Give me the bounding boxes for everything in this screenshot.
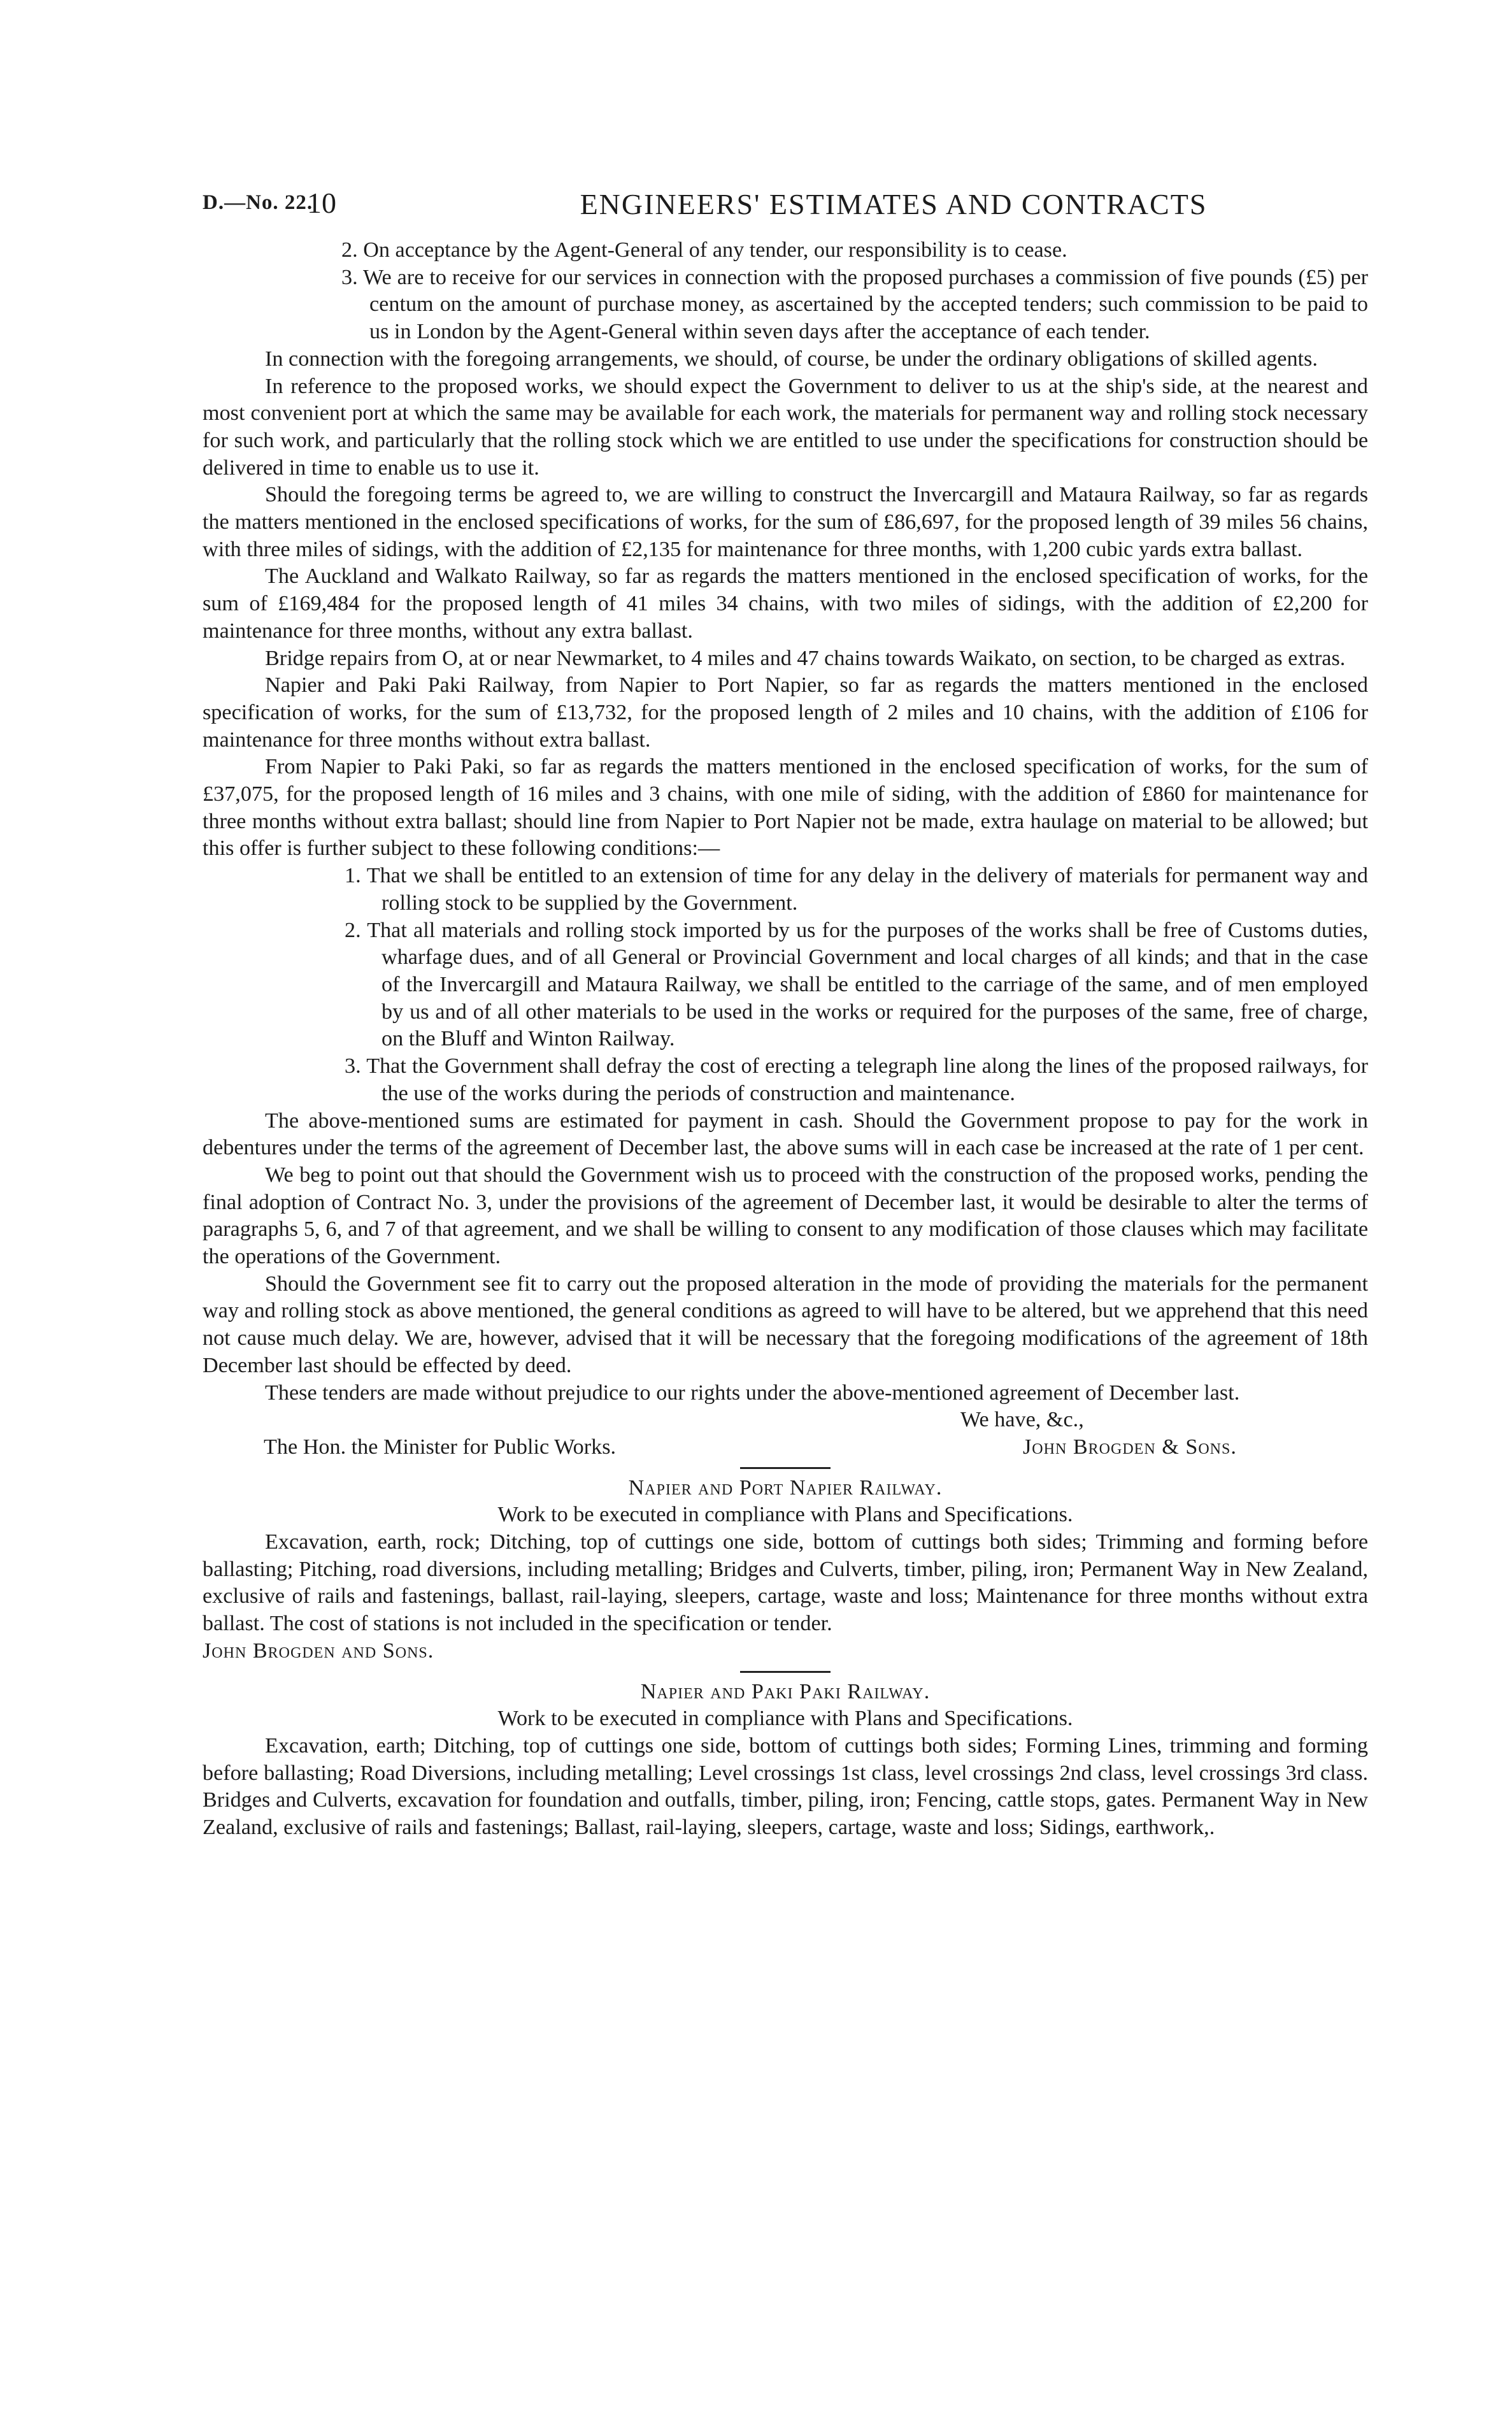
list-item: 3. We are to receive for our services in connection with the proposed purchases a commission of five pounds (£5) per centum on the amount of purchase money, as ascertained by the accepted tenders; such commission to be paid to us in London by the Agent-General within seven days after the acceptance of each tender. — [341, 265, 1368, 344]
paragraph: We beg to point out that should the Government wish us to proceed with the construction of the proposed works, pending the final adoption of Contract No. 3, under the provisions of the agreement of December last, it would be desirable to alter the terms of paragraphs 5, 6, and 7 of that agreement, and we shall be willing to consent to any modification of those clauses which may facilitate the operations of the Government. — [203, 1163, 1368, 1269]
section-body: Excavation, earth, rock; Ditching, top of cuttings one side, bottom of cuttings both sides; Trimming and forming before ballasting; Pitching, road diversions, including metalling; Bridges and Culverts, timber, piling, iron; Permanent Way in New Zealand, exclusive of rails and fastenings, ballast, rail-laying, sleepers, cartage, waste and loss; Maintenance for three months without extra ballast. The cost of stations is not included in the specification or tender. — [203, 1530, 1368, 1636]
section-subtitle: Work to be executed in compliance with Plans and Specifications. — [497, 1503, 1073, 1527]
section-divider — [740, 1671, 831, 1673]
paragraph: Bridge repairs from O, at or near Newmarket, to 4 miles and 47 chains towards Waikato, on section, to be charged as extras. — [265, 646, 1346, 670]
condition-item: 2. That all materials and rolling stock imported by us for the purposes of the works shall be free of Customs duties, wharfage dues, and of all General or Provincial Government and local charges of all kinds; and that in the case of the Invercargill and Mataura Railway, we shall be entitled to the carriage of the same, and of men employed by us and of all other materials to be used in the works or required for the purposes of the same, free of charge, on the Bluff and Winton Railway. — [345, 918, 1368, 1051]
document-body — [203, 237, 1368, 1842]
paragraph: From Napier to Paki Paki, so far as regards the matters mentioned in the enclosed specification of works, for the sum of £37,075, for the proposed length of 16 miles and 3 chains, with one mile of siding, with the addition of £860 for maintenance for three months without extra ballast; should line from Napier to Port Napier not be made, extra haulage on material to be allowed; but this offer is further subject to these following conditions:— — [203, 755, 1368, 861]
page-title: ENGINEERS' ESTIMATES AND CONTRACTS — [580, 188, 1208, 220]
condition-item: 3. That the Government shall defray the cost of erecting a telegraph line along the lines of the proposed railways, for the use of the works during the periods of construction and maintenance. — [345, 1054, 1368, 1105]
page-header — [203, 186, 1368, 231]
section-signature: John Brogden and Sons. — [203, 1638, 434, 1663]
section-title: Napier and Paki Paki Railway. — [640, 1679, 931, 1703]
section-subtitle: Work to be executed in compliance with Plans and Specifications. — [497, 1707, 1073, 1731]
section-divider — [740, 1467, 831, 1469]
signature: John Brogden & Sons. — [1023, 1435, 1237, 1459]
page-number: 10 — [307, 187, 336, 219]
paragraph: In reference to the proposed works, we should expect the Government to deliver to us at the ship's side, at the nearest and most convenient port at which the same may be available for each work, the materials for permanent way and rolling stock necessary for such work, and particularly that the rolling stock which we are entitled to use under the specifications for construction should be delivered in time to enable us to use it. — [203, 374, 1368, 480]
section-title: Napier and Port Napier Railway. — [628, 1475, 943, 1500]
paragraph: These tenders are made without prejudice to our rights under the above-mentioned agreement of December last. — [265, 1380, 1240, 1405]
paragraph: Should the Government see fit to carry out the proposed alteration in the mode of providing the materials for the permanent way and rolling stock as above mentioned, the general conditions as agreed to will have to be altered, but we apprehend that this need not cause much delay. We are, however, advised that it will be necessary that the foregoing modifications of the agreement of 18th December last should be effected by deed. — [203, 1272, 1368, 1377]
letter-closing — [203, 1407, 1368, 1434]
addressee: The Hon. the Minister for Public Works. — [264, 1435, 617, 1459]
section-body: Excavation, earth; Ditching, top of cuttings one side, bottom of cuttings both sides; Forming Lines, trimming and forming before ballasting; Road Diversions, including metalling; Level crossings 1st class, level crossings 2nd class, level crossings 3rd class. Bridges and Culverts, excavation for foundation and outfalls, timber, piling, iron; Fencing, cattle stops, gates. Permanent Way in New Zealand, exclusive of rails and fastenings; Ballast, rail-laying, sleepers, cartage, waste and loss; Sidings, earthwork,. — [203, 1733, 1368, 1840]
closing-text: We have, &c., — [960, 1408, 1084, 1432]
paragraph: Should the foregoing terms be agreed to, we are willing to construct the Invercargill and Mataura Railway, so far as regards the matters mentioned in the enclosed specifications of works, for the sum of £86,697, for the proposed length of 39 miles 56 chains, with three miles of sidings, with the addition of £2,135 for maintenance for three months, with 1,200 cubic yards extra ballast. — [203, 483, 1368, 561]
list-item: 2. On acceptance by the Agent-General of any tender, our responsibility is to cease. — [341, 238, 1067, 262]
signature-line — [203, 1434, 1368, 1461]
paragraph: In connection with the foregoing arrangements, we should, of course, be under the ordinary obligations of skilled agents. — [265, 347, 1318, 371]
condition-item: 1. That we shall be entitled to an extension of time for any delay in the delivery of materials for permanent way and rolling stock to be supplied by the Government. — [345, 864, 1368, 915]
paragraph: Napier and Paki Paki Railway, from Napier to Port Napier, so far as regards the matters mentioned in the enclosed specification of works, for the sum of £13,732, for the proposed length of 2 miles and 10 chains, with the addition of £106 for maintenance for three months without extra ballast. — [203, 673, 1368, 752]
paragraph: The above-mentioned sums are estimated for payment in cash. Should the Government propose to pay for the work in debentures under the terms of the agreement of December last, the above sums will in each case be increased at the rate of 1 per cent. — [203, 1108, 1368, 1160]
document-reference: D.—No. 22. — [203, 191, 313, 214]
paragraph: The Auckland and Walkato Railway, so far as regards the matters mentioned in the enclosed specification of works, for the sum of £169,484 for the proposed length of 41 miles 34 chains, with two miles of sidings, with the addition of £2,200 for maintenance for three months, without any extra ballast. — [203, 564, 1368, 643]
